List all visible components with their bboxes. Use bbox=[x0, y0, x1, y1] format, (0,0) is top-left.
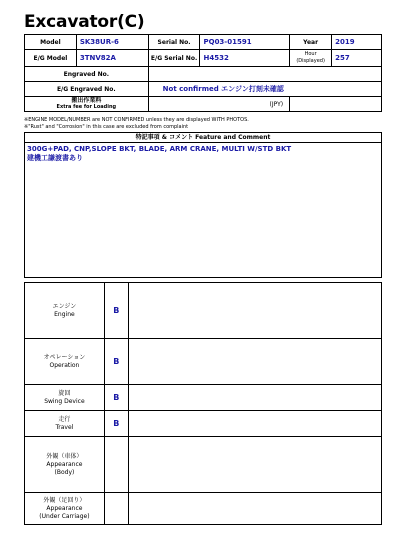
fee-label bbox=[25, 97, 149, 112]
feature-line-1: 300G+PAD, CNP,SLOPE BKT, BLADE, ARM CRANE, MULTI W/STD BKT bbox=[27, 145, 292, 153]
fee-label-jp: 搬出作業料 bbox=[71, 97, 102, 104]
fee-empty bbox=[290, 97, 382, 112]
condition-grade: B bbox=[104, 283, 128, 339]
condition-en2: (Body) bbox=[54, 468, 75, 476]
condition-comment bbox=[128, 385, 381, 411]
eg-engraved-value: Not confirmed エンジン打刻未確認 bbox=[148, 82, 381, 97]
eg-serial-label: E/G Serial No. bbox=[148, 50, 200, 67]
page-title: Excavator(C) bbox=[24, 12, 145, 32]
serial-label: Serial No. bbox=[148, 35, 200, 50]
condition-jp: 外観（車体） bbox=[46, 452, 83, 460]
condition-row-swing bbox=[25, 385, 382, 411]
condition-label bbox=[25, 437, 105, 493]
condition-table bbox=[24, 282, 382, 525]
engraved-label: Engraved No. bbox=[25, 67, 149, 82]
condition-label bbox=[25, 411, 105, 437]
feature-line-2: 建機工謙渡書あり bbox=[27, 154, 83, 162]
engraved-value bbox=[148, 67, 381, 82]
condition-row-operation bbox=[25, 339, 382, 385]
feature-comment-text bbox=[25, 143, 381, 165]
condition-grade: B bbox=[104, 339, 128, 385]
condition-en: Travel bbox=[55, 423, 74, 431]
condition-label bbox=[25, 283, 105, 339]
condition-grade: B bbox=[104, 411, 128, 437]
condition-en: Operation bbox=[49, 361, 80, 369]
condition-jp: オペレーション bbox=[43, 353, 86, 361]
serial-value: PQ03-01591 bbox=[200, 35, 290, 50]
year-value: 2019 bbox=[332, 35, 382, 50]
condition-grade bbox=[104, 437, 128, 493]
condition-en2: (Under Carriage) bbox=[39, 512, 90, 520]
hour-label bbox=[290, 50, 332, 67]
note-line-1: ※ENGINE MODEL/NUMBER are NOT CONFIRMED unless they are displayed WITH PHOTOS. bbox=[24, 117, 249, 123]
condition-jp: 走行 bbox=[58, 415, 71, 423]
year-label: Year bbox=[290, 35, 332, 50]
eg-engraved-label: E/G Engraved No. bbox=[25, 82, 149, 97]
hour-label-line1: Hour bbox=[304, 51, 317, 57]
condition-jp: エンジン bbox=[52, 302, 77, 310]
condition-comment bbox=[128, 493, 381, 525]
condition-en: Swing Device bbox=[44, 397, 85, 405]
hour-label-line2: (Displayed) bbox=[296, 58, 325, 64]
feature-comment-box bbox=[24, 132, 382, 278]
feature-comment-header: 特記事項 & コメント Feature and Comment bbox=[25, 133, 381, 143]
condition-comment bbox=[128, 411, 381, 437]
condition-en: Appearance bbox=[46, 504, 83, 512]
condition-en: Appearance bbox=[46, 460, 83, 468]
condition-label bbox=[25, 339, 105, 385]
condition-row-appearance-undercarriage bbox=[25, 493, 382, 525]
condition-grade: B bbox=[104, 385, 128, 411]
condition-label bbox=[25, 385, 105, 411]
note-line-2: ※"Rust" and "Corrosion" in this case are excluded from complaint bbox=[24, 124, 189, 130]
info-table bbox=[24, 34, 382, 112]
hour-value: 257 bbox=[332, 50, 382, 67]
fee-unit: (JPY) bbox=[148, 97, 290, 112]
condition-grade bbox=[104, 493, 128, 525]
eg-model-value: 3TNV82A bbox=[76, 50, 148, 67]
condition-comment bbox=[128, 339, 381, 385]
condition-jp: 外観（足回り） bbox=[43, 496, 86, 504]
condition-label bbox=[25, 493, 105, 525]
model-value: SK38UR-6 bbox=[76, 35, 148, 50]
condition-row-travel bbox=[25, 411, 382, 437]
condition-comment bbox=[128, 283, 381, 339]
condition-row-appearance-body bbox=[25, 437, 382, 493]
condition-row-engine bbox=[25, 283, 382, 339]
condition-comment bbox=[128, 437, 381, 493]
eg-serial-value: H4532 bbox=[200, 50, 290, 67]
model-label: Model bbox=[25, 35, 77, 50]
eg-model-label: E/G Model bbox=[25, 50, 77, 67]
condition-jp: 旋回 bbox=[58, 389, 71, 397]
fee-label-en: Extra fee for Loading bbox=[56, 104, 117, 110]
condition-en: Engine bbox=[54, 310, 75, 318]
